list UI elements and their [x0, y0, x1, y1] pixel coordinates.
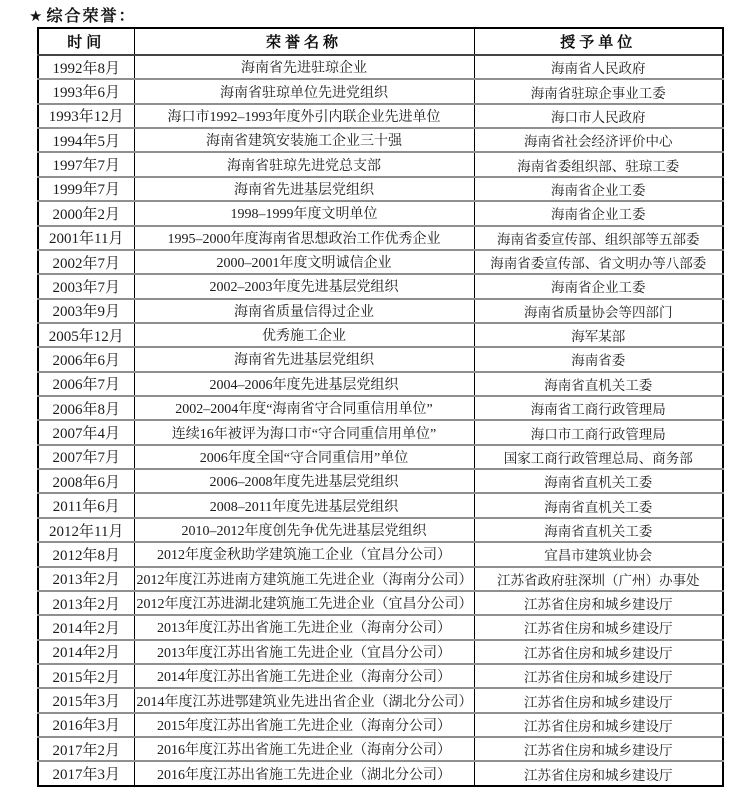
time-cell: 2015年2月 [38, 664, 134, 688]
awarding-unit-cell: 海口市人民政府 [474, 104, 723, 128]
honor-name-cell: 1998–1999年度文明单位 [134, 201, 474, 225]
honor-name-cell: 2013年度江苏出省施工先进企业（海南分公司） [134, 615, 474, 639]
page-title [29, 3, 136, 26]
table-row [38, 493, 723, 517]
table-row [38, 250, 723, 274]
honor-name-cell: 2006–2008年度先进基层党组织 [134, 469, 474, 493]
star-icon: ★ [29, 8, 45, 25]
awarding-unit-cell: 海南省委组织部、驻琼工委 [474, 152, 723, 176]
header-awarding-unit: 授予单位 [474, 28, 723, 55]
awarding-unit-cell: 海南省直机关工委 [474, 493, 723, 517]
time-cell: 2000年2月 [38, 201, 134, 225]
honor-name-cell: 2014年度江苏进鄂建筑业先进出省企业（湖北分公司） [134, 688, 474, 712]
awarding-unit-cell: 海军某部 [474, 323, 723, 347]
table-row [38, 347, 723, 371]
awarding-unit-cell: 江苏省住房和城乡建设厅 [474, 737, 723, 761]
awarding-unit-cell: 海南省直机关工委 [474, 372, 723, 396]
honor-name-cell: 2015年度江苏出省施工先进企业（海南分公司） [134, 713, 474, 737]
time-cell: 1999年7月 [38, 177, 134, 201]
time-cell: 2016年3月 [38, 713, 134, 737]
honor-name-cell: 海口市1992–1993年度外引内联企业先进单位 [134, 104, 474, 128]
awarding-unit-cell: 江苏省住房和城乡建设厅 [474, 713, 723, 737]
awarding-unit-cell: 海南省委宣传部、组织部等五部委 [474, 226, 723, 250]
awarding-unit-cell: 海南省企业工委 [474, 274, 723, 298]
honor-name-cell: 优秀施工企业 [134, 323, 474, 347]
time-cell: 2006年8月 [38, 396, 134, 420]
table-row [38, 713, 723, 737]
table-row [38, 567, 723, 591]
awarding-unit-cell: 江苏省住房和城乡建设厅 [474, 615, 723, 639]
table-row [38, 615, 723, 639]
time-cell: 1993年12月 [38, 104, 134, 128]
header-honor-name: 荣誉名称 [134, 28, 474, 55]
time-cell: 1992年8月 [38, 55, 134, 79]
awarding-unit-cell: 海口市工商行政管理局 [474, 420, 723, 444]
honor-name-cell: 2016年度江苏出省施工先进企业（海南分公司） [134, 737, 474, 761]
table-row [38, 372, 723, 396]
table-row [38, 445, 723, 469]
time-cell: 2011年6月 [38, 493, 134, 517]
honor-name-cell: 2012年度金秋助学建筑施工企业（宜昌分公司） [134, 542, 474, 566]
honor-name-cell: 2010–2012年度创先争优先进基层党组织 [134, 518, 474, 542]
table-row [38, 152, 723, 176]
honor-name-cell: 2016年度江苏出省施工先进企业（湖北分公司） [134, 761, 474, 786]
table-row [38, 79, 723, 103]
time-cell: 2017年2月 [38, 737, 134, 761]
honor-name-cell: 海南省质量信得过企业 [134, 299, 474, 323]
table-row [38, 737, 723, 761]
awarding-unit-cell: 海南省企业工委 [474, 177, 723, 201]
time-cell: 2002年7月 [38, 250, 134, 274]
time-cell: 2013年2月 [38, 567, 134, 591]
time-cell: 2017年3月 [38, 761, 134, 786]
table-row [38, 420, 723, 444]
time-cell: 2006年6月 [38, 347, 134, 371]
table-row [38, 201, 723, 225]
time-cell: 2007年7月 [38, 445, 134, 469]
time-cell: 2006年7月 [38, 372, 134, 396]
time-cell: 2008年6月 [38, 469, 134, 493]
time-cell: 2015年3月 [38, 688, 134, 712]
time-cell: 2003年9月 [38, 299, 134, 323]
time-cell: 2012年11月 [38, 518, 134, 542]
table-row [38, 299, 723, 323]
table-row [38, 177, 723, 201]
awarding-unit-cell: 海南省工商行政管理局 [474, 396, 723, 420]
honor-name-cell: 2012年度江苏进南方建筑施工先进企业（海南分公司） [134, 567, 474, 591]
honor-name-cell: 2006年度全国“守合同重信用”单位 [134, 445, 474, 469]
table-row [38, 664, 723, 688]
awarding-unit-cell: 国家工商行政管理总局、商务部 [474, 445, 723, 469]
table-row [38, 761, 723, 786]
honor-name-cell: 海南省先进基层党组织 [134, 347, 474, 371]
awarding-unit-cell: 海南省人民政府 [474, 55, 723, 79]
honor-name-cell: 2004–2006年度先进基层党组织 [134, 372, 474, 396]
time-cell: 2007年4月 [38, 420, 134, 444]
awarding-unit-cell: 海南省直机关工委 [474, 518, 723, 542]
table-row [38, 274, 723, 298]
honor-name-cell: 连续16年被评为海口市“守合同重信用单位” [134, 420, 474, 444]
awarding-unit-cell: 海南省社会经济评价中心 [474, 128, 723, 152]
honor-name-cell: 2012年度江苏进湖北建筑施工先进企业（宜昌分公司） [134, 591, 474, 615]
honor-name-cell: 海南省先进驻琼企业 [134, 55, 474, 79]
honors-table [37, 27, 724, 787]
awarding-unit-cell: 江苏省住房和城乡建设厅 [474, 688, 723, 712]
honor-name-cell: 2002–2004年度“海南省守合同重信用单位” [134, 396, 474, 420]
honors-table-body [38, 55, 723, 786]
table-row [38, 591, 723, 615]
honor-name-cell: 2013年度江苏出省施工先进企业（宜昌分公司） [134, 640, 474, 664]
time-cell: 1997年7月 [38, 152, 134, 176]
awarding-unit-cell: 江苏省住房和城乡建设厅 [474, 640, 723, 664]
time-cell: 2005年12月 [38, 323, 134, 347]
table-row [38, 128, 723, 152]
awarding-unit-cell: 江苏省住房和城乡建设厅 [474, 591, 723, 615]
table-row [38, 640, 723, 664]
awarding-unit-cell: 海南省委宣传部、省文明办等八部委 [474, 250, 723, 274]
honor-name-cell: 2014年度江苏出省施工先进企业（海南分公司） [134, 664, 474, 688]
table-header-row [38, 28, 723, 55]
table-row [38, 518, 723, 542]
table-row [38, 469, 723, 493]
table-row [38, 104, 723, 128]
table-row [38, 396, 723, 420]
honor-name-cell: 1995–2000年度海南省思想政治工作优秀企业 [134, 226, 474, 250]
time-cell: 2013年2月 [38, 591, 134, 615]
time-cell: 2003年7月 [38, 274, 134, 298]
table-row [38, 55, 723, 79]
page-title-text: 综合荣誉： [46, 8, 137, 25]
time-cell: 1993年6月 [38, 79, 134, 103]
time-cell: 1994年5月 [38, 128, 134, 152]
awarding-unit-cell: 江苏省政府驻深圳（广州）办事处 [474, 567, 723, 591]
time-cell: 2012年8月 [38, 542, 134, 566]
honor-name-cell: 海南省建筑安装施工企业三十强 [134, 128, 474, 152]
time-cell: 2014年2月 [38, 615, 134, 639]
honor-name-cell: 2000–2001年度文明诚信企业 [134, 250, 474, 274]
awarding-unit-cell: 江苏省住房和城乡建设厅 [474, 761, 723, 786]
honor-name-cell: 海南省先进基层党组织 [134, 177, 474, 201]
awarding-unit-cell: 海南省企业工委 [474, 201, 723, 225]
awarding-unit-cell: 海南省委 [474, 347, 723, 371]
table-row [38, 688, 723, 712]
awarding-unit-cell: 海南省直机关工委 [474, 469, 723, 493]
header-time: 时间 [38, 28, 134, 55]
awarding-unit-cell: 宜昌市建筑业协会 [474, 542, 723, 566]
honor-name-cell: 海南省驻琼先进党总支部 [134, 152, 474, 176]
awarding-unit-cell: 江苏省住房和城乡建设厅 [474, 664, 723, 688]
table-row [38, 323, 723, 347]
honor-name-cell: 海南省驻琼单位先进党组织 [134, 79, 474, 103]
time-cell: 2001年11月 [38, 226, 134, 250]
honor-name-cell: 2008–2011年度先进基层党组织 [134, 493, 474, 517]
awarding-unit-cell: 海南省质量协会等四部门 [474, 299, 723, 323]
awarding-unit-cell: 海南省驻琼企事业工委 [474, 79, 723, 103]
time-cell: 2014年2月 [38, 640, 134, 664]
table-row [38, 542, 723, 566]
table-row [38, 226, 723, 250]
honor-name-cell: 2002–2003年度先进基层党组织 [134, 274, 474, 298]
